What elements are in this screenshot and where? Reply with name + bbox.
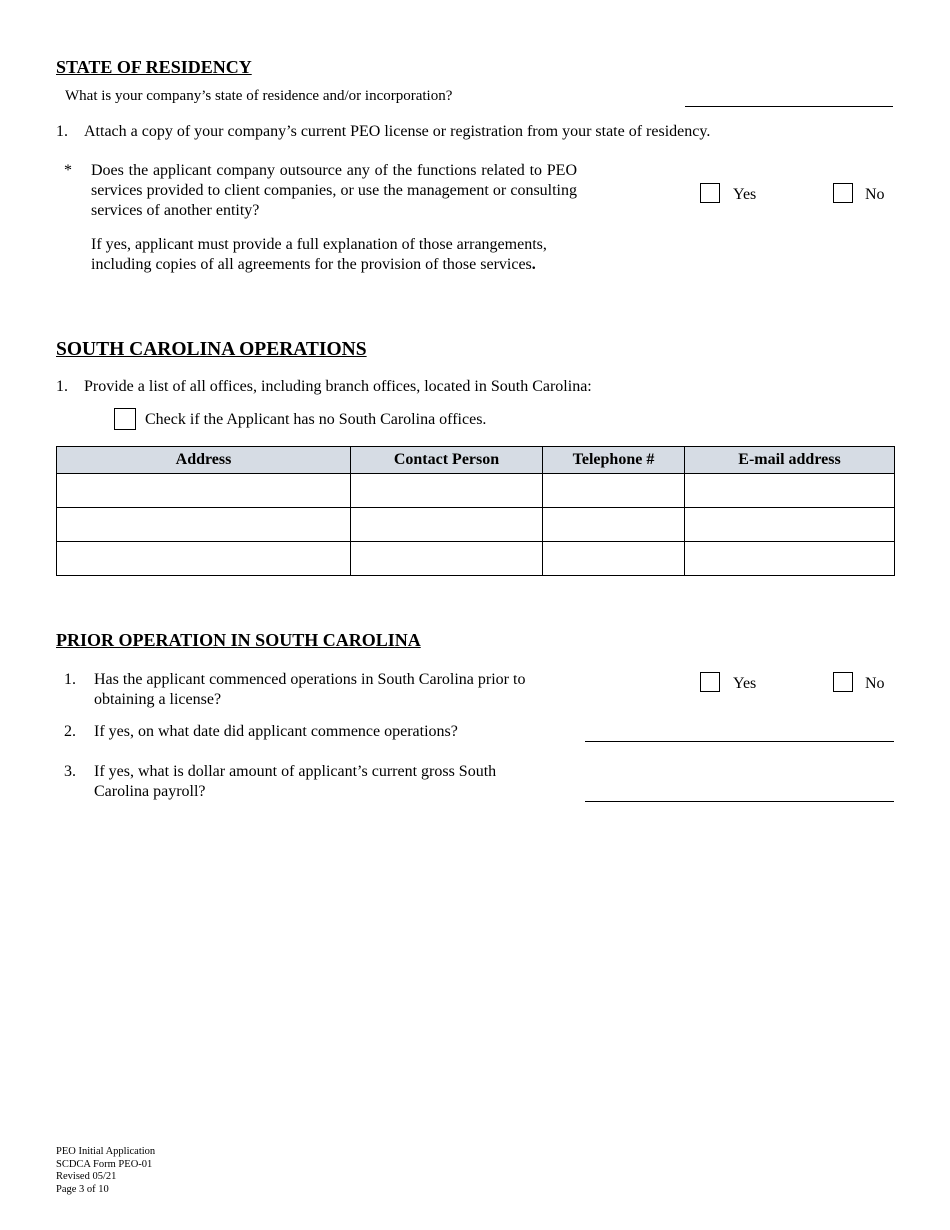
offices-table [56,446,895,576]
outsource-no-checkbox[interactable] [833,183,853,203]
outsource-yes-label: Yes [733,186,757,203]
address-cell[interactable] [57,542,351,576]
telephone-cell[interactable] [543,508,685,542]
outsource-note-period: . [531,256,536,273]
asterisk-marker: * [64,162,72,179]
attach-license-instruction: Attach a copy of your company’s current PEO license or registration from your state of residency. [84,123,711,140]
outsource-yes-checkbox[interactable] [700,183,720,203]
question-number: 2. [64,723,76,740]
form-footer [56,1146,155,1196]
no-sc-offices-label: Check if the Applicant has no South Carolina offices. [145,411,487,428]
prior-operations-question: Has the applicant commenced operations in South Carolina prior to obtaining a license? [94,671,526,708]
table-row [57,542,895,576]
prior-operations-yes-checkbox[interactable] [700,672,720,692]
outsource-note-text: If yes, applicant must provide a full explanation of those arrangements, including copies of all agreements for the provision of those services [91,236,547,273]
contact-person-cell[interactable] [351,542,543,576]
outsource-no-label: No [865,186,885,203]
prior-operations-no-checkbox[interactable] [833,672,853,692]
footer-form-title: PEO Initial Application [56,1146,156,1157]
column-header-address: Address [57,447,351,474]
commence-date-answer-line[interactable] [585,741,894,742]
prior-operation-heading: PRIOR OPERATION IN SOUTH CAROLINA [56,630,421,650]
contact-person-cell[interactable] [351,508,543,542]
offices-table-header [57,447,895,474]
no-sc-offices-checkbox[interactable] [114,408,136,430]
email-cell[interactable] [685,542,895,576]
footer-revision-date: Revised 05/21 [56,1171,117,1182]
footer-form-number: SCDCA Form PEO-01 [56,1158,153,1170]
contact-person-cell[interactable] [351,474,543,508]
sc-operations-heading: SOUTH CAROLINA OPERATIONS [56,339,367,360]
outsource-note [91,235,581,275]
outsource-question: Does the applicant company outsource any of the functions related to PEO services provided to client companies, or use the management or consulting services of another entity? [91,162,577,219]
table-row [57,474,895,508]
item-number: 1. [56,378,68,395]
offices-list-instruction: Provide a list of all offices, including branch offices, located in South Carolina: [84,378,592,395]
item-number: 1. [56,123,68,140]
gross-payroll-answer-line[interactable] [585,801,894,802]
column-header-email: E-mail address [685,447,895,474]
telephone-cell[interactable] [543,474,685,508]
column-header-contact-person: Contact Person [351,447,543,474]
question-number: 1. [64,671,76,688]
address-cell[interactable] [57,474,351,508]
question-number: 3. [64,763,76,780]
table-row [57,508,895,542]
state-of-residency-heading: STATE OF RESIDENCY [56,57,252,77]
email-cell[interactable] [685,474,895,508]
prior-operations-no-label: No [865,675,885,692]
commence-date-question: If yes, on what date did applicant commence operations? [94,723,458,740]
column-header-telephone: Telephone # [543,447,685,474]
telephone-cell[interactable] [543,542,685,576]
footer-page-number: Page 3 of 10 [56,1183,109,1195]
gross-payroll-question: If yes, what is dollar amount of applicant’s current gross South Carolina payroll? [94,763,497,800]
address-cell[interactable] [57,508,351,542]
state-residence-question: What is your company’s state of residence and/or incorporation? [65,88,453,104]
prior-operations-yes-label: Yes [733,675,757,692]
state-residence-answer-line[interactable] [685,106,893,107]
email-cell[interactable] [685,508,895,542]
